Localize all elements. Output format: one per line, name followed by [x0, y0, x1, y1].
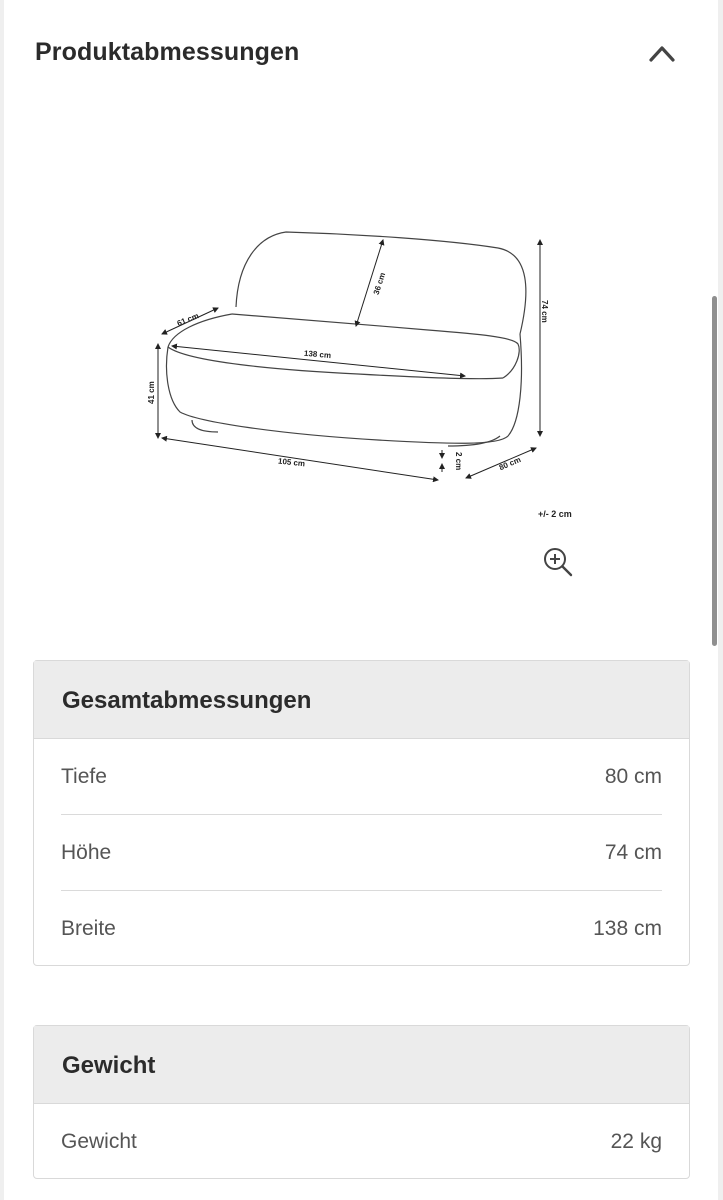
zoom-in-icon[interactable]: [541, 545, 575, 579]
row-label: Gewicht: [61, 1130, 137, 1153]
overall-dimensions-title: Gesamtabmessungen: [62, 687, 312, 714]
row-label: Breite: [61, 917, 116, 940]
row-label: Tiefe: [61, 765, 107, 788]
frame-left-edge: [0, 0, 4, 1200]
scrollbar[interactable]: [712, 296, 717, 646]
section-header-toggle[interactable]: [0, 0, 723, 110]
dimension-diagram[interactable]: [147, 222, 558, 492]
weight-title: Gewicht: [62, 1052, 156, 1079]
dim-label-total-height: 74 cm: [540, 300, 549, 323]
dim-label-seat-width: 138 cm: [303, 348, 332, 361]
overall-dimensions-header: [34, 661, 689, 739]
row-value: 138 cm: [593, 917, 662, 940]
overall-dimensions-card: [33, 660, 690, 966]
sofa-outline: [167, 232, 526, 446]
frame-right-edge: [718, 0, 723, 1200]
weight-row: [61, 1104, 662, 1179]
dim-label-total-depth: 80 cm: [497, 455, 523, 473]
weight-header: [34, 1026, 689, 1104]
chevron-up-icon[interactable]: [646, 38, 678, 70]
dim-label-base-width: 105 cm: [277, 456, 306, 469]
row-label: Höhe: [61, 841, 112, 864]
weight-card: [33, 1025, 690, 1179]
tolerance-note: +/- 2 cm: [538, 509, 572, 519]
dim-label-foot-height: 2 cm: [454, 452, 463, 471]
dimension-row-height: [61, 814, 662, 890]
section-title: Produktabmessungen: [35, 38, 300, 66]
dim-label-backrest: 36 cm: [371, 271, 388, 296]
sofa-drawing: [147, 222, 558, 492]
dimension-row-depth: [61, 739, 662, 814]
row-value: 22 kg: [610, 1130, 662, 1153]
dim-label-seat-depth: 61 cm: [175, 311, 201, 329]
row-value: 80 cm: [604, 765, 662, 788]
dimension-row-width: [61, 890, 662, 966]
dim-label-seat-height: 41 cm: [147, 381, 156, 404]
row-value: 74 cm: [604, 841, 662, 864]
